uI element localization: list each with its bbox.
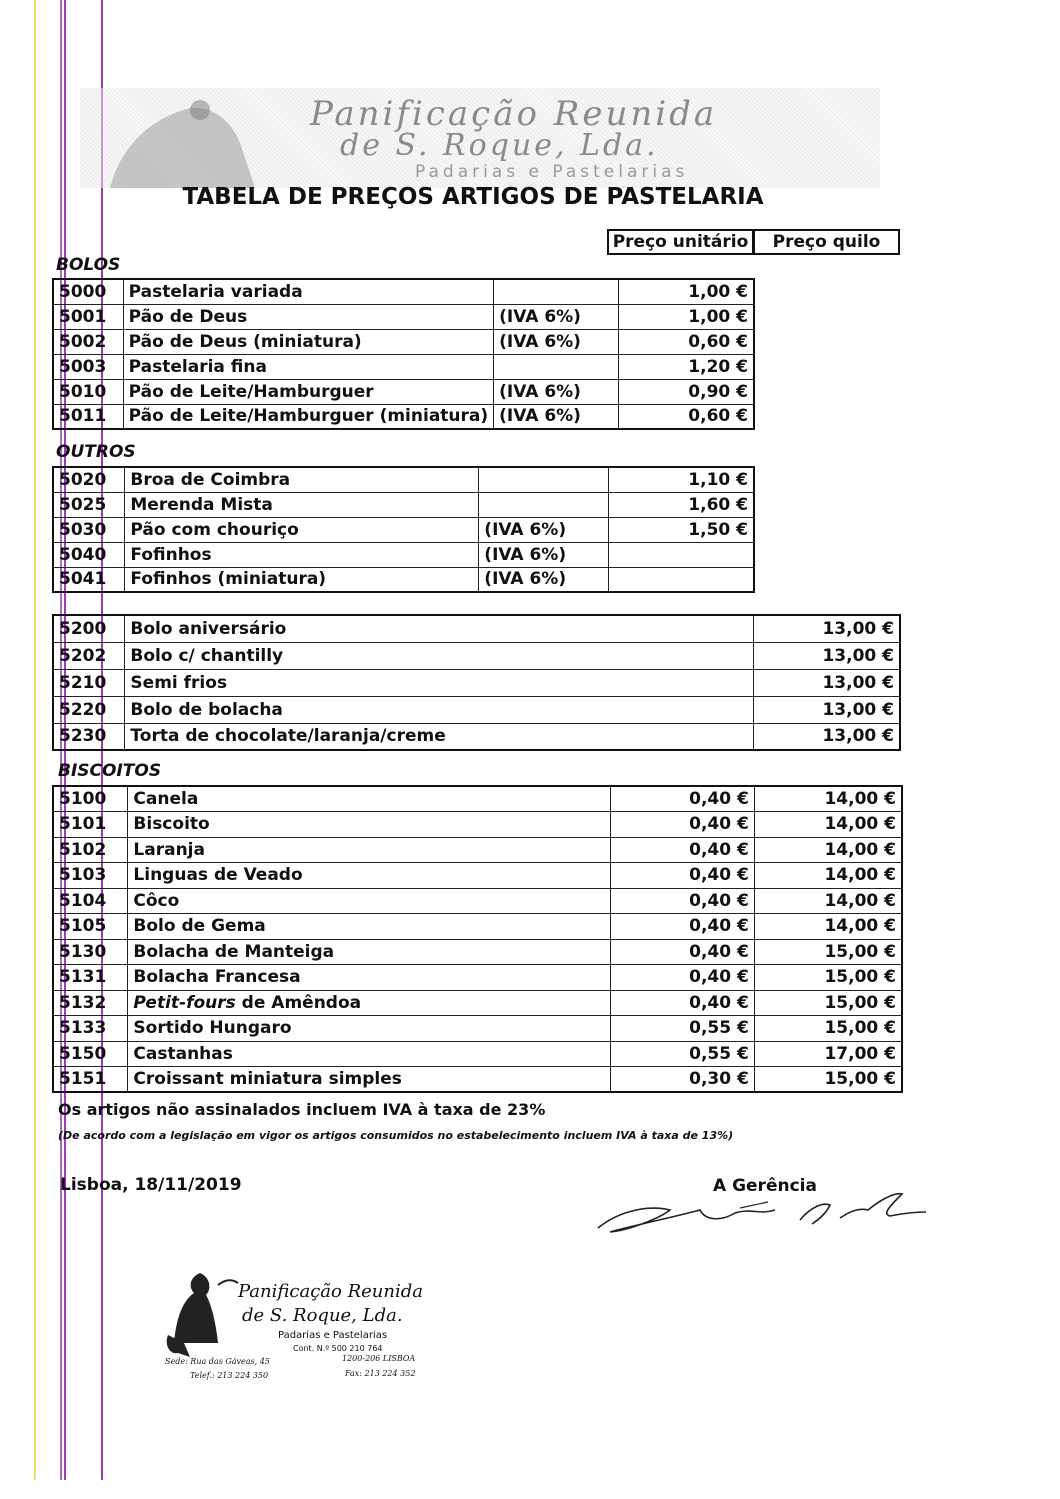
table-row: 5041 Fofinhos (miniatura) (IVA 6%) [53,567,754,592]
table-biscoitos [52,785,903,1093]
table-row: 5200 Bolo aniversário 13,00 € [53,615,900,642]
table-row: 5103 Linguas de Veado 0,40 € 14,00 € [53,863,902,889]
table-row: 5130 Bolacha de Manteiga 0,40 € 15,00 € [53,939,902,965]
table-row: 5104 Côco 0,40 € 14,00 € [53,888,902,914]
table-row: 5030 Pão com chouriço (IVA 6%) 1,50 € [53,517,754,542]
table-row: 5133 Sortido Hungaro 0,55 € 15,00 € [53,1016,902,1042]
letterhead-company-line2: de S. Roque, Lda. [340,128,659,163]
section-label-outros: OUTROS [56,442,136,462]
table-bolos [52,278,755,430]
stamp-postal: 1200-206 LISBOA [342,1354,416,1363]
page-title: TABELA DE PREÇOS ARTIGOS DE PASTELARIA [182,184,764,210]
stamp-contrib: Cont. N.º 500 210 764 [293,1344,383,1353]
table-row: 5020 Broa de Coimbra 1,10 € [53,467,754,492]
baker-figure-icon [160,1265,240,1360]
stamp-phone: Telef.: 213 224 350 [190,1371,269,1380]
iva-consumption-note: (De acordo com a legislação em vigor os artigos consumidos no estabelecimento incluem IVA à taxa de 13%) [58,1129,734,1142]
table-row: 5202 Bolo c/ chantilly 13,00 € [53,642,900,669]
table-row: 5003 Pastelaria fina 1,20 € [53,354,754,379]
table-row: 5025 Merenda Mista 1,60 € [53,492,754,517]
table-row: 5151 Croissant miniatura simples 0,30 € 15,00 € [53,1067,902,1093]
table-row: 5040 Fofinhos (IVA 6%) [53,542,754,567]
section-label-biscoitos: BISCOITOS [58,761,162,781]
signature-icon [590,1180,930,1250]
margin-line-yellow [34,0,36,1480]
table-row: 5001 Pão de Deus (IVA 6%) 1,00 € [53,304,754,329]
letterhead [80,88,880,188]
stamp-company-line2: de S. Roque, Lda. [242,1305,403,1326]
table-outros [52,466,755,593]
management-label: A Gerência [713,1176,817,1196]
table-row: 5000 Pastelaria variada 1,00 € [53,279,754,304]
stamp-tagline: Padarias e Pastelarias [278,1330,388,1341]
letterhead-tagline: Padarias e Pastelarias [415,162,689,182]
letterhead-company-line1: Panificação Reunida [310,94,718,134]
unit-price-header: Preço unitário [607,229,754,255]
table-bolos-quilo [52,614,901,751]
company-stamp [160,1265,460,1395]
stamp-company-line1: Panificação Reunida [238,1281,423,1302]
table-row: 5132 Petit-fours de Amêndoa 0,40 € 15,00 € [53,990,902,1016]
table-row: 5102 Laranja 0,40 € 14,00 € [53,837,902,863]
place-date: Lisboa, 18/11/2019 [60,1175,242,1195]
table-row: 5220 Bolo de bolacha 13,00 € [53,696,900,723]
stamp-fax: Fax: 213 224 352 [345,1369,416,1378]
table-row: 5002 Pão de Deus (miniatura) (IVA 6%) 0,60 € [53,329,754,354]
kilo-price-header: Preço quilo [753,229,900,255]
iva-note: Os artigos não assinalados incluem IVA à taxa de 23% [58,1100,546,1119]
table-row: 5150 Castanhas 0,55 € 17,00 € [53,1041,902,1067]
table-row: 5131 Bolacha Francesa 0,40 € 15,00 € [53,965,902,991]
table-row: 5010 Pão de Leite/Hamburguer (IVA 6%) 0,90 € [53,379,754,404]
table-row: 5210 Semi frios 13,00 € [53,669,900,696]
table-row: 5230 Torta de chocolate/laranja/creme 13,00 € [53,723,900,750]
table-row: 5105 Bolo de Gema 0,40 € 14,00 € [53,914,902,940]
table-row: 5100 Canela 0,40 € 14,00 € [53,786,902,812]
baker-figure-icon [80,88,300,188]
table-row: 5011 Pão de Leite/Hamburguer (miniatura) (IVA 6%) 0,60 € [53,404,754,429]
section-label-bolos: BOLOS [56,255,121,275]
stamp-address: Sede: Rua das Gáveas, 45 [165,1357,270,1366]
table-row: 5101 Biscoito 0,40 € 14,00 € [53,812,902,838]
